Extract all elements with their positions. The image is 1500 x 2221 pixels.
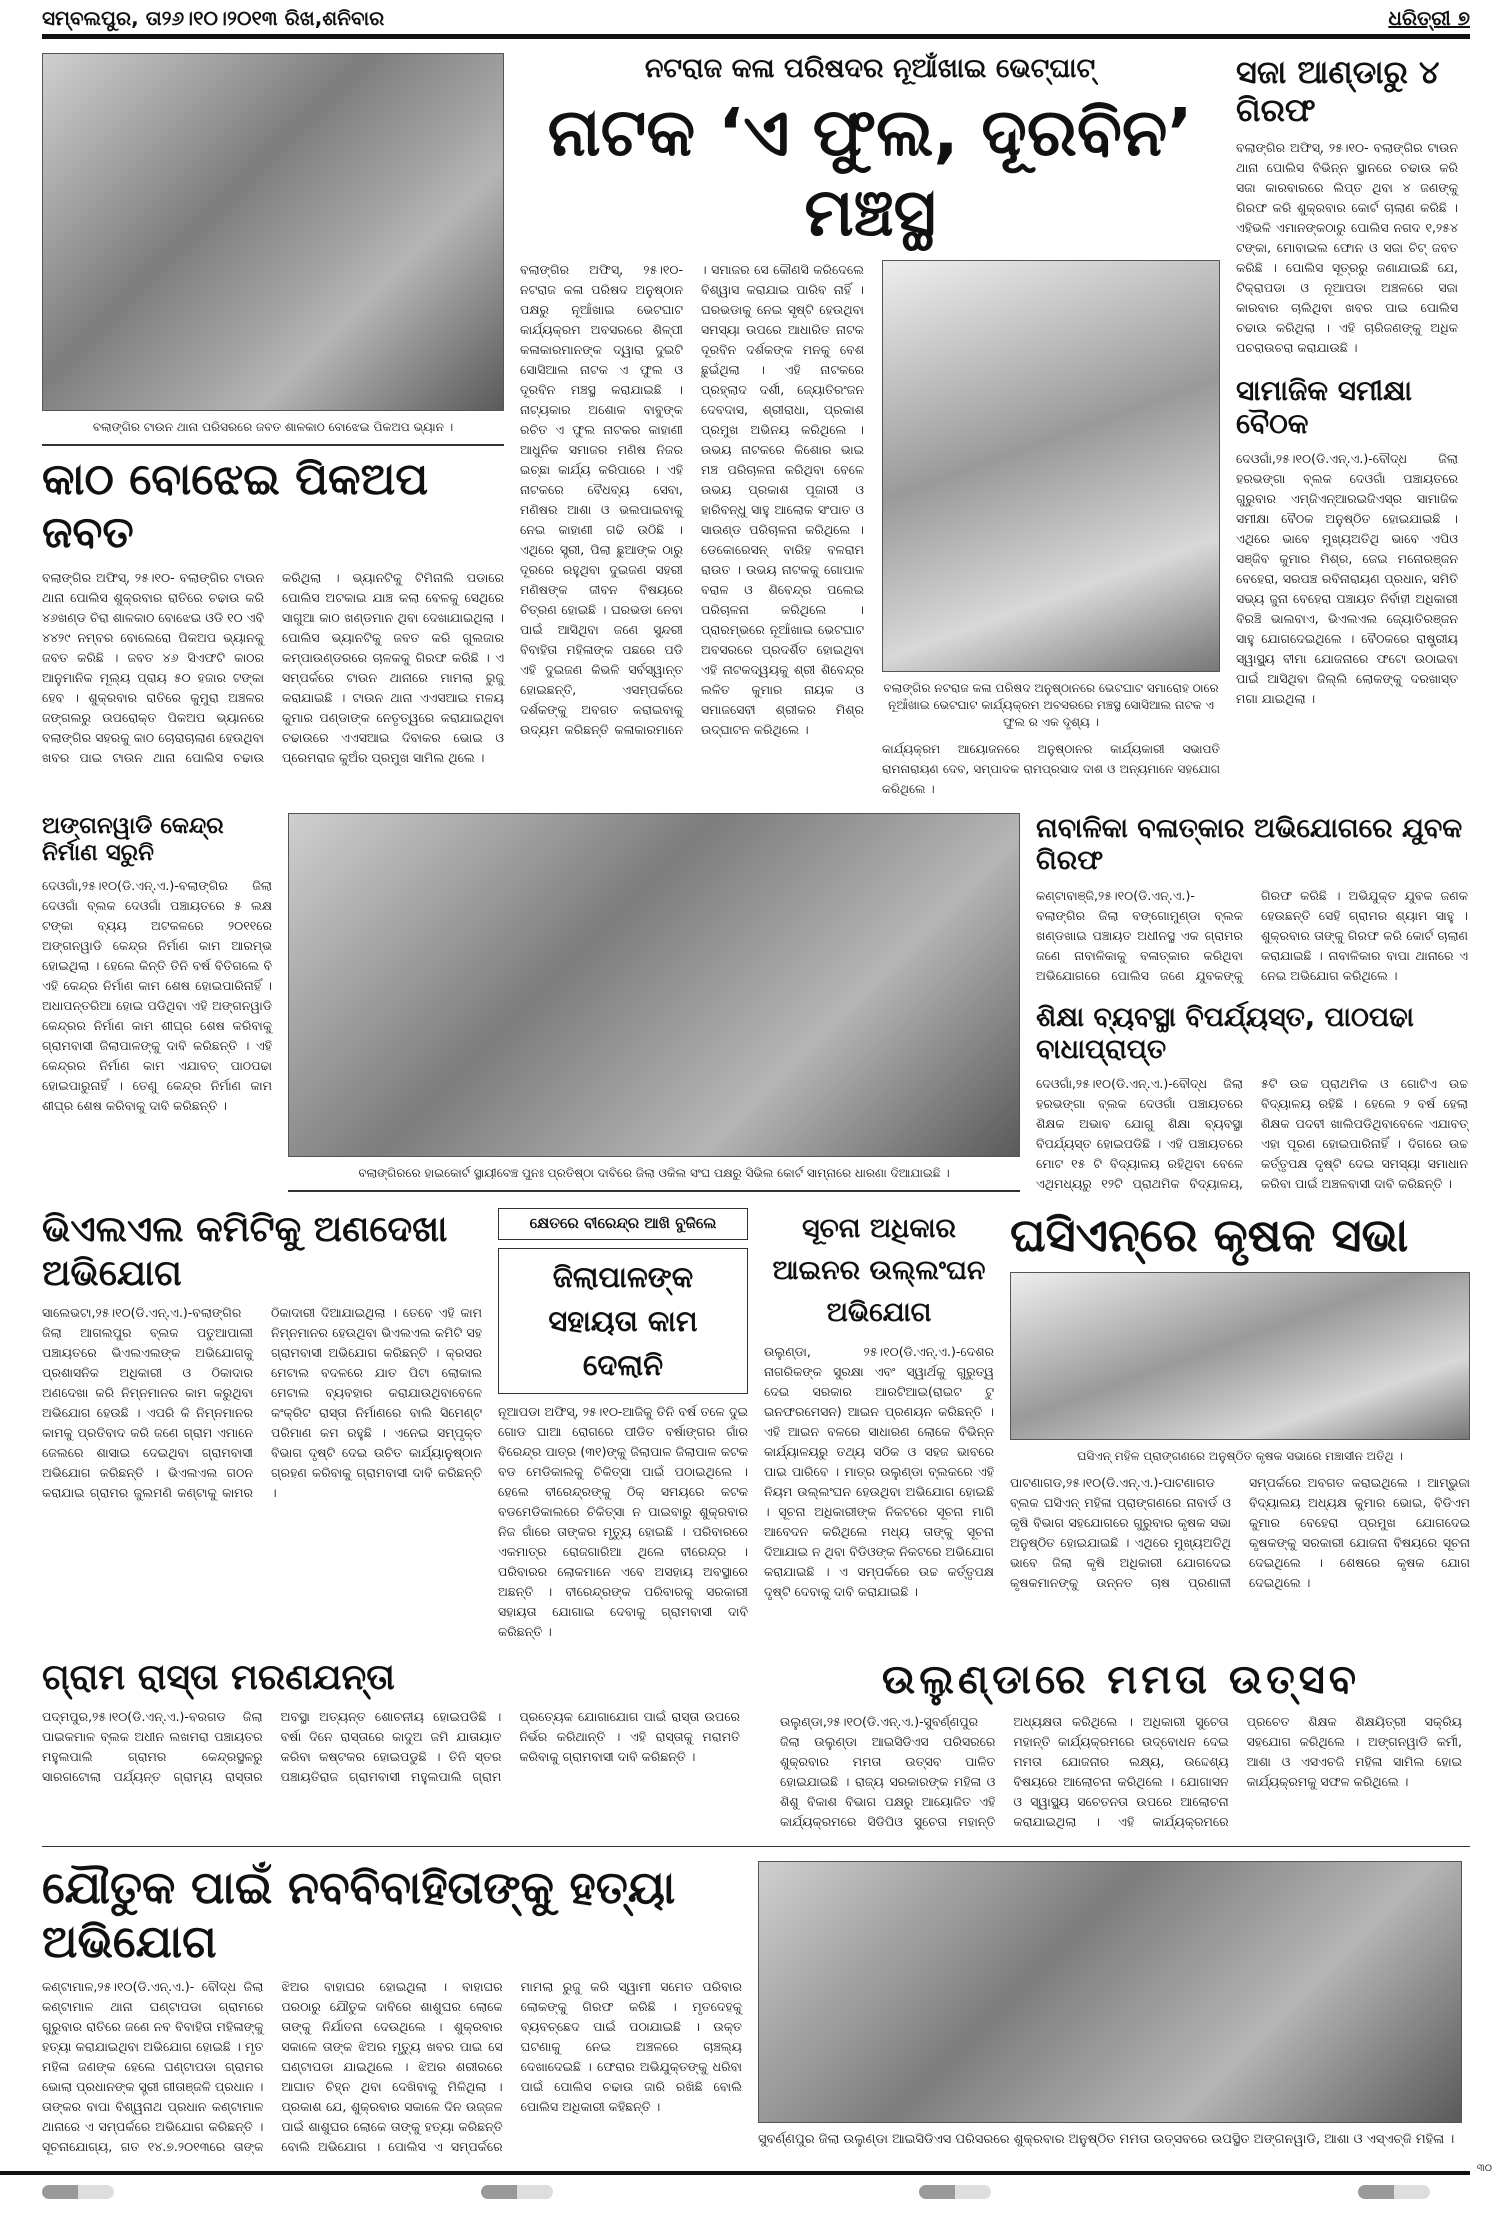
vll-article (42, 1208, 482, 1502)
header-rule (42, 34, 1470, 39)
mamata-body: ଉଲୁଣ୍ଡା,୨୫।୧୦(ଡି.ଏନ୍.ଏ.)-ସୁବର୍ଣ୍ଣପୁର ଜିଲା ଉଲୁଣ୍ଡା ଆଇସିଡିଏସ ପରିସରରେ ଶୁକ୍ରବାର ମମତା ଉତ୍ସବ ପାଳିତ ହୋଇଯାଇଛି । ରାଜ୍ୟ ସରକାରଙ୍କ ମହିଳା ଓ ଶିଶୁ ବିକାଶ ବିଭାଗ ପକ୍ଷରୁ ଆୟୋଜିତ ଏହି କାର୍ଯ୍ୟକ୍ରମରେ ସିଡିପିଓ ସୁଚେତା ମହାନ୍ତି ଅଧ୍ୟକ୍ଷତା କରିଥିଲେ । ଅଧିକାରୀ ସୁଚେତା ମହାନ୍ତି କାର୍ଯ୍ୟକ୍ରମରେ ଉଦ୍‌ବୋଧନ ଦେଇ ମମତା ଯୋଜନାର ଲକ୍ଷ୍ୟ, ଉଦ୍ଦେଶ୍ୟ ବିଷୟରେ ଆଲୋଚନା କରିଥିଲେ । ଯୋଗାସନ ଓ ସ୍ୱାସ୍ଥ୍ୟ ସଚେତନତା ଉପରେ ଆଲୋଚନା କରାଯାଇଥିଲା । ଏହି କାର୍ଯ୍ୟକ୍ରମରେ ପ୍ରଚେତ ଶିକ୍ଷକ ଶିକ୍ଷୟିତ୍ରୀ ସକ୍ରିୟ ସହଯୋଗ କରିଥିଲେ । ଅଙ୍ଗନୱାଡି କର୍ମୀ, ଆଶା ଓ ଏସଏଚଜି ମହିଳା ସାମିଲ ହୋଇ କାର୍ଯ୍ୟକ୍ରମକୁ ସଫଳ କରିଥିଲେ । (780, 1713, 1462, 1829)
row-5 (42, 1861, 1470, 2157)
footer-mark: ୩୦ (1476, 2162, 1492, 2174)
footer (42, 2162, 1492, 2207)
road-article (42, 1656, 740, 1787)
drama-headline: ନାଟକ ‘ଏ ଫୁଲ, ଦୂରବିନ’ ମଞ୍ଚସ୍ଥ (547, 94, 1193, 251)
farmers-headline: ଘସିଏନ୍‌ରେ କୃଷକ ସଭା (1010, 1208, 1409, 1263)
farmers-caption: ଘସିଏନ୍ ମହିଳ ପ୍ରାଙ୍ଗଣରେ ଅନୁଷ୍ଠିତ କୃଷକ ସଭାରେ ମଞ୍ଚାସୀନ ଅତିଥି । (1077, 1448, 1403, 1463)
arrest4-headline: ସଜା ଆଣ୍ଡାରୁ ୪ ଗିରଫ (1236, 53, 1440, 130)
footer-tab (481, 2185, 553, 2199)
right-column-1 (1236, 53, 1458, 709)
divider (288, 1190, 1020, 1192)
dowry-body: କଣ୍ଟାମାଳ,୨୫।୧୦(ଡି.ଏନ୍.ଏ.)- ବୌଦ୍ଧ ଜିଲା କଣ୍ଟାମାଳ ଥାନା ଘଣ୍ଟାପଡା ଗ୍ରାମରେ ଗୁରୁବାର ରାତିରେ ଜଣେ ନବ ବିବାହିତା ମହିଳାଙ୍କୁ ହତ୍ୟା କରାଯାଇଥିବା ଅଭିଯୋଗ ହୋଇଛି । ମୃତ ମହିଳା ଜଣଙ୍କ ହେଲେ ଘଣ୍ଟାପଡା ଗ୍ରାମର ଭୋଲା ପ୍ରଧାନଙ୍କ ସ୍ତ୍ରୀ ଗୀତାଞ୍ଜଳି ପ୍ରଧାନ । ତାଙ୍କର ବାପା ବିଶ୍ୱନାଥ ପ୍ରଧାନ କଣ୍ଟାମାଳ ଥାନାରେ ଏ ସମ୍ପର୍କରେ ଅଭିଯୋଗ କରିଛନ୍ତି । ସୂଚନାଯୋଗ୍ୟ, ଗତ ୧୪.୭.୨୦୧୩ରେ ତାଙ୍କ ଝିଅର ବାହାଘର ହୋଇଥିଲା । ବାହାଘର ପରଠାରୁ ଯୌତୁକ ଦାବିରେ ଶାଶୁଘର ଲୋକେ ତାଙ୍କୁ ନିର୍ଯାତନା ଦେଉଥିଲେ । ଶୁକ୍ରବାର ସକାଳେ ତାଙ୍କ ଝିଅର ମୃତ୍ୟୁ ଖବର ପାଇ ସେ ଘଣ୍ଟାପଡା ଯାଇଥିଲେ । ଝିଅର ଶରୀରରେ ଆଘାତ ଚିହ୍ନ ଥିବା ଦେଖିବାକୁ ମିଳିଥିଲା । ପ୍ରକାଶ ଯେ, ଶୁକ୍ରବାର ସକାଳେ ଦିନ ଉଜ୍ଜଳ ପାଇଁ ଶାଶୁଘର ଲୋକେ ତାଙ୍କୁ ହତ୍ୟା କରିଛନ୍ତି ବୋଲି ଅଭିଯୋଗ । ପୋଲିସ ଏ ସମ୍ପର୍କରେ ମାମଲା ରୁଜୁ କରି ସ୍ୱାମୀ ସମେତ ପରିବାର ଲୋକଙ୍କୁ ଗିରଫ କରିଛି । ମୃତଦେହକୁ ବ୍ୟବଚ୍ଛେଦ ପାଇଁ ପଠାଯାଇଛି । ଉକ୍ତ ଘଟଣାକୁ ନେଇ ଅଞ୍ଚଳରେ ଚାଞ୍ଚଲ୍ୟ ଦେଖାଦେଇଛି । ଫେରାର ଅଭିଯୁକ୍ତଙ୍କୁ ଧରିବା ପାଇଁ ପୋଲିସ ଚଢାଉ ଜାରି ରଖିଛି ବୋଲି ପୋଲିସ ଅଧିକାରୀ କହିଛନ୍ତି । (42, 1978, 742, 2154)
drama-content (520, 260, 1220, 799)
anganwadi-article (42, 813, 272, 1116)
collector-kicker: କ୍ଷେତରେ ବୀରେନ୍ଦ୍ର ଆଖି ବୁଜିଲେ (498, 1208, 748, 1240)
dowry-article (42, 1861, 742, 2157)
arrest4-body: ବଲାଙ୍ଗିର ଅଫିସ୍, ୨୫।୧୦- ବଲାଙ୍ଗିର ଟାଉନ ଥାନା ପୋଲିସ ବିଭିନ୍ନ ସ୍ଥାନରେ ଚଢାଉ କରି ସଜା କାରବାରରେ ଲିପ୍ତ ଥିବା ୪ ଜଣଙ୍କୁ ଗିରଫ କରି ଶୁକ୍ରବାର କୋର୍ଟ ଚାଲାଣ କରିଛି । ଏହିଭଳି ଏମାନଙ୍କଠାରୁ ପୋଲିସ ନଗଦ ୧,୨୫୪ ଟଙ୍କା, ମୋବାଇଲ ଫୋନ ଓ ସଜା ଚିଟ୍ ଜବତ କରିଛି । ପୋଲିସ ସୂତ୍ରରୁ ଜଣାଯାଇଛି ଯେ, ଟିକ୍ରାପଡା ଓ ନୂଆପଡା ଅଞ୍ଚଳରେ ସଜା କାରବାର ଚାଲିଥିବା ଖବର ପାଇ ପୋଲିସ ଚଢାଉ କରିଥିଲା । ଏହି ଚାରିଜଣଙ୍କୁ ଅଧିକ ପଚରାଉଚରା କରାଯାଉଛି । (1236, 139, 1458, 355)
row-2 (42, 813, 1470, 1195)
road-headline: ଗ୍ରାମ ରାସ୍ତା ମରଣଯନ୍ତା (42, 1656, 395, 1698)
mamata-headline: ଉଲୁଣ୍ଡାରେ ମମତା ଉତ୍ସବ (881, 1656, 1361, 1703)
mamata-article (780, 1656, 1462, 1832)
footer-tab (42, 2185, 114, 2199)
dowry-headline: ଯୌତୁକ ପାଇଁ ନବବିବାହିତାଙ୍କୁ ହତ୍ୟା ଅଭିଯୋଗ (42, 1860, 676, 1968)
row-3 (42, 1208, 1470, 1642)
road-body: ପଦ୍ମପୁର,୨୫।୧୦(ଡି.ଏନ୍.ଏ.)-ବରଗଡ ଜିଲା ପାଇକମାଳ ବ୍ଲକ ଅଧୀନ ଲଖମରା ପଞ୍ଚାୟତର ମହୁଲପାଲି ଗ୍ରାମର କେନ୍ଦ୍ରସ୍ଥଳରୁ ସାରଗଟୋଲା ପର୍ଯ୍ୟନ୍ତ ଗ୍ରାମ୍ୟ ରାସ୍ତାର ଅବସ୍ଥା ଅତ୍ୟନ୍ତ ଶୋଚନୀୟ ହୋଇପଡିଛି । ବର୍ଷା ଦିନେ ରାସ୍ତାରେ କାଦୁଅ ଜମି ଯାତାୟାତ କରିବା କଷ୍ଟକର ହୋଇପଡୁଛି । ତିନି ସ୍ତର ପଞ୍ଚାୟତିରାଜ ଗ୍ରାମବାସୀ ମହୁଲପାଲି ଗ୍ରାମ ପ୍ରତ୍ୟେକ ଯୋଗାଯୋଗ ପାଇଁ ରାସ୍ତା ଉପରେ ନିର୍ଭର କରିଥାନ୍ତି । ଏହି ରାସ୍ତାକୁ ମରାମତି କରିବାକୁ ଗ୍ରାମବାସୀ ଦାବି କରିଛନ୍ତି । (42, 1709, 740, 1785)
farmers-body: ପାଟଣାଗଡ,୨୫।୧୦(ଡି.ଏନ୍.ଏ.)-ପାଟଣାଗଡ ବ୍ଲକ ଘସିଏନ୍ ମହିଳା ପ୍ରାଙ୍ଗଣରେ ନାବାର୍ଡ ଓ କୃଷି ବିଭାଗ ସହଯୋଗରେ ଗୁରୁବାର କୃଷକ ସଭା ଅନୁଷ୍ଠିତ ହୋଇଯାଇଛି । ଏଥିରେ ମୁଖ୍ୟଅତିଥି ଭାବେ ଜିଲା କୃଷି ଅଧିକାରୀ ଯୋଗଦେଇ କୃଷକମାନଙ୍କୁ ଉନ୍ନତ ଚାଷ ପ୍ରଣାଳୀ ସମ୍ପର୍କରେ ଅବଗତ କରାଇଥିଲେ । ଆମ୍ଭୁଜା ବିଦ୍ୟାଲୟ ଅଧ୍ୟକ୍ଷ କୁମାର ଭୋଇ, ବିଡିଏମ କୁମାର ବେହେରା ପ୍ରମୁଖ ଯୋଗଦେଇ କୃଷକଙ୍କୁ ସରକାରୀ ଯୋଜନା ବିଷୟରେ ସୂଚନା ଦେଇଥିଲେ । ଶେଷରେ କୃଷକ ଯୋଗ ଦେଇଥିଲେ । (1010, 1474, 1470, 1590)
pickup-headline: କାଠ ବୋଝେଇ ପିକଅପ ଜବତ (42, 454, 429, 558)
mamata-photo (758, 1861, 1462, 2123)
wood-pickup-photo (42, 53, 504, 411)
right-column-2 (1036, 813, 1468, 1195)
education-body: ଦେଓଗାଁ,୨୫।୧୦(ଡି.ଏନ୍.ଏ.)-ବୌଦ୍ଧ ଜିଲା ହରଭଙ୍ଗା ବ୍ଲକ ଦେଓଗାଁ ପଞ୍ଚାୟତରେ ଶିକ୍ଷକ ଅଭାବ ଯୋଗୁ ଶିକ୍ଷା ବ୍ୟବସ୍ଥା ବିପର୍ଯ୍ୟସ୍ତ ହୋଇପଡିଛି । ଏହି ପଞ୍ଚାୟତରେ ମୋଟ ୧୫ ଟି ବିଦ୍ୟାଳୟ ରହିଥିବା ବେଳେ ଏଥିମଧ୍ୟରୁ ୧୨ଟି ପ୍ରାଥମିକ ବିଦ୍ୟାଳୟ, ୫ଟି ଉଚ୍ଚ ପ୍ରାଥମିକ ଓ ଗୋଟିଏ ଉଚ୍ଚ ବିଦ୍ୟାଳୟ ରହିଛି । ହେଲେ ୨ ବର୍ଷ ହେଲା ଶିକ୍ଷକ ପଦବୀ ଖାଲିପଡିଥିବାବେଳେ ଏଯାବତ୍ ଏହା ପୂରଣ ହୋଇପାରିନାହିଁ । ଦିଗରେ ଉଚ୍ଚ କର୍ତ୍ତୃପକ୍ଷ ଦୃଷ୍ଟି ଦେଇ ସମସ୍ୟା ସମାଧାନ କରିବା ପାଇଁ ଅଞ୍ଚଳବାସୀ ଦାବି କରିଛନ୍ତି । (1036, 1076, 1468, 1192)
mamata-photo-block (758, 1861, 1462, 2148)
rti-headline: ସୂଚନା ଅଧିକାର ଆଇନର ଉଲ୍ଲଂଘନ ଅଭିଯୋଗ (772, 1213, 986, 1329)
divider (42, 1846, 1470, 1847)
samiksha-body: ଦେଓଗାଁ,୨୫।୧୦(ଡି.ଏନ୍.ଏ.)-ବୌଦ୍ଧ ଜିଲା ହରଭଙ୍ଗା ବ୍ଲକ ଦେଓଗାଁ ପଞ୍ଚାୟତରେ ଗୁରୁବାର ଏମ୍‌ଜିଏନ୍‌ଆରଇଜିଏସ୍‌ର ସାମାଜିକ ସମୀକ୍ଷା ବୈଠକ ଅନୁଷ୍ଠିତ ହୋଇଯାଇଛି । ଏଥିରେ ଭାବେ ମୁଖ୍ୟଅତିଥି ଭାବେ ଏପିଓ ସଞ୍ଜିବ କୁମାର ମିଶ୍ର, ଜେଇ ମନୋରଞ୍ଜନ ବେହେରା, ସରପଞ୍ଚ ରବିନାରାୟଣ ପ୍ରଧାନ, ସମିତି ସଭ୍ୟ ଜୁନା ବେହେରା ପଞ୍ଚାୟତ ନିର୍ବାହୀ ଅଧିକାରୀ ବିରଞ୍ଚି ଭାଲବାଏ, ଭିଏଲଏଲ ଜ୍ୟୋତିରଞ୍ଜନ ସାହୁ ଯୋଗଦେଇଥିଲେ । ବୈଠକରେ ରାଷ୍ଟ୍ରୀୟ ସ୍ୱାସ୍ଥ୍ୟ ବୀମା ଯୋଜନାରେ ଫଟୋ ଉଠାଇବା ପାଇଁ ଆସିଥିବା ଜିଲ୍ଲି ଲୋକଙ୍କୁ ଦରଖାସ୍ତ ମଗା ଯାଇଥିଲା । (1236, 450, 1458, 706)
footer-tab (1358, 2185, 1430, 2199)
divider (42, 444, 504, 446)
vll-body: ସାଲେଭଟା,୨୫।୧୦(ଡି.ଏନ୍.ଏ.)-ବଲାଙ୍ଗିର ଜିଲା ଆଗଲପୁର ବ୍ଲକ ପତୁଆପାଲୀ ପଞ୍ଚାୟତରେ ଭିଏଲଏଲଙ୍କ ଅଭିଯୋଗକୁ ପ୍ରଶାସନିକ ଅଧିକାରୀ ଓ ଠିକାଦାର ଅଣଦେଖା କରି ନିମ୍ନମାନର କାମ କରୁଥିବା ଅଭିଯୋଗ ହେଉଛି । ଏପରି କି ନିମ୍ନମାନର କାମକୁ ପ୍ରତିବାଦ କରି ଜଣେ ଗ୍ରାମ ଏମାନେ ଜେଲରେ ଶାସାଇ ଦେଇଥିବା ଗ୍ରାମବାସୀ ଅଭିଯୋଗ କରିଛନ୍ତି । ଭିଏଲଏଲ ଗଠନ କରାଯାଇ ଗ୍ରାମର ଜୁଲମଣି କଣ୍ଟାକୁ କାମର ଠିକାଦାରୀ ଦିଆଯାଇଥିଲା । ତେବେ ଏହି କାମ ନିମ୍ନମାନର ହେଉଥିବା ଭିଏଲଏଲ କମିଟି ସହ ଗ୍ରାମବାସୀ ଅଭିଯୋଗ କରିଛନ୍ତି । କ୍ରସର ମେଟାଲ ବଦଳରେ ଯାତ ପିଟା ଲୋକାଲ ମେଟାଲ ବ୍ୟବହାର କରାଯାଉଥିବାବେଳେ କଂକ୍ରିଟ ରାସ୍ତା ନିର୍ମାଣରେ ବାଲି ସିମେଣ୍ଟ ପରିମାଣ କମ ରହୁଛି । ଏନେଇ ସମ୍ପୃକ୍ତ ବିଭାଗ ଦୃଷ୍ଟି ଦେଇ ଉଚିତ କାର୍ଯ୍ୟାନୁଷ୍ଠାନ ଗ୍ରହଣ କରିବାକୁ ଗ୍ରାମବାସୀ ଦାବି କରିଛନ୍ତି । (42, 1304, 482, 1500)
dharana-photo (288, 813, 1020, 1157)
drama-body: ବଲାଙ୍ଗିର ଅଫିସ୍, ୨୫।୧୦- ନଟରାଜ କଳା ପରିଷଦ ଅନୁଷ୍ଠାନ ପକ୍ଷରୁ ନୂଆଁଖାଇ ଭେଟଘାଟ କାର୍ଯ୍ୟକ୍ରମ ଅବସରରେ ଶିଳ୍ପୀ କଳାକାରମାନଙ୍କ ଦ୍ୱାରା ଦୁଇଟି ସୋସିଆଲ ନାଟକ ଏ ଫୁଲ ଓ ଦୂରବିନ ମଞ୍ଚସ୍ଥ କରାଯାଇଛି । ନାଟ୍ୟକାର ଅଶୋକ ବାବୁଙ୍କ ରଚିତ ଏ ଫୁଲ ନାଟକର କାହାଣୀ ଆଧୁନିକ ସମାଜର ମଣିଷ ନିଜର ଇଚ୍ଛା କାର୍ଯ୍ୟ କରିପାରେ । ଏହି ନାଟକରେ ବୈଧବ୍ୟ ସେବା, ମଣିଷର ଆଶା ଓ ଭଲପାଇବାକୁ ନେଇ କାହାଣୀ ଗଢି ଉଠିଛି । ଏଥିରେ ସ୍ତ୍ରୀ, ପିଲା ଛୁଆଙ୍କ ଠାରୁ ଦୂରରେ ରହୁଥିବା ଦୁଇଜଣ ସହରୀ ମଣିଷଙ୍କ ଜୀବନ ବିଷୟରେ ଚିତ୍ରଣ ହୋଇଛି । ଘରଭଡା ନେବା ପାଇଁ ଆସିଥିବା ଜଣେ ସୁନ୍ଦରୀ ବିବାହିତା ମହିଳାଙ୍କ ପଛରେ ପଡି ଏହି ଦୁଇଜଣ କିଭଳି ସର୍ବସ୍ୱାନ୍ତ ହୋଇଛନ୍ତି, ଏସମ୍ପର୍କରେ ଦର୍ଶକଙ୍କୁ ଅବଗତ କରାଇବାକୁ ଉଦ୍ୟମ କରିଛନ୍ତି କଳାକାରମାନେ । ସମାଜର ସେ କୌଣସି କରିଦେଲେ ବିଶ୍ୱାସ କରାଯାଇ ପାରିବ ନାହିଁ । ଘରଭଡାକୁ ନେଇ ସୃଷ୍ଟି ହେଉଥିବା ସମସ୍ୟା ଉପରେ ଆଧାରିତ ନାଟକ ଦୂରବିନ ଦର୍ଶକଙ୍କ ମନକୁ ବେଶ ଛୁଇଁଥିଲା । ଏହି ନାଟକରେ ପ୍ରହ୍ଲାଦ ଦର୍ଶୀ, ଜ୍ୟୋତିରଂଜନ ଦେବଦାସ, ଶ୍ରୀରାଧା, ପ୍ରକାଶ ପ୍ରମୁଖ ଅଭିନୟ କରିଥିଲେ । ଉଭୟ ନାଟକରେ କିଶୋର ଭାଇ ମଞ୍ଚ ପରିଚାଳନା କରିଥିବା ବେଳେ ଉଭୟ ପ୍ରକାଶ ପୂଜାରୀ ଓ ହାରିବନ୍ଧୁ ସାହୁ ଆଲୋକ ସଂପାତ ଓ ସାଉଣ୍ଡ ପରିଚାଳନା କରିଥିଲେ । ଡେକୋରେସନ୍ ବାରିହ ବଳରାମ ରାଉତ । ଉଭୟ ନାଟକକୁ ଗୋପାଳ ବରାଳ ଓ ଶିବେନ୍ଦ୍ର ପଲେଇ ପରିଚାଳନା କରିଥିଲେ । ପ୍ରାରମ୍ଭରେ ନୂଆଁଖାଇ ଭେଟଘାଟ ଅବସରରେ ପ୍ରଦର୍ଶିତ ହୋଇଥିବା ଏହି ନାଟକଦ୍ୱୟକୁ ଶ୍ରୀ ଶିବେନ୍ଦ୍ର ଲଳିତ କୁମାର ନାୟକ ଓ ସମାଜସେବୀ ଶ୍ରୀକର ମିଶ୍ର ଉଦ୍‌ଘାଟନ କରିଥିଲେ । (520, 261, 864, 737)
drama-photo (882, 260, 1220, 672)
dharana-caption: ବଲାଙ୍ଗିରରେ ହାଇକୋର୍ଟ ସ୍ଥାୟୀବେଞ୍ଚ ପୁନଃ ପ୍ରତିଷ୍ଠା ଦାବିରେ ଜିଲା ଓକିଲ ସଂଘ ପକ୍ଷରୁ ସିଭିଲ କୋର୍ଟ ସାମ୍ନାରେ ଧାରଣା ଦିଆଯାଇଛି । (358, 1165, 950, 1180)
drama-photo-block (882, 260, 1220, 799)
farmers-photo (1010, 1272, 1470, 1440)
pickup-body: ବଲାଙ୍ଗିର ଅଫିସ୍, ୨୫।୧୦- ବଲାଙ୍ଗିର ଟାଉନ ଥାନା ପୋଲିସ ଶୁକ୍ରବାର ରାତିରେ ଚଢାଉ କରି ୪୬ଖଣ୍ଡ ଚିରା ଶାଳକାଠ ବୋଝେଇ ଓଡି ୧୦ ଏବି ୪୪୨୯ ନମ୍ବର ବୋଲେରୋ ପିକଅପ ଭ୍ୟାନକୁ ଜବତ କରିଛି । ଜବତ ୪୬ ସିଏଫଟି କାଠର ଆନୁମାନିକ ମୂଲ୍ୟ ପ୍ରାୟ ୫୦ ହଜାର ଟଙ୍କା ହେବ । ଶୁକ୍ରବାର ରାତିରେ କୁମୁରା ଅଞ୍ଚଳର ଜଙ୍ଗଲରୁ ଉପରୋକ୍ତ ପିକଅପ ଭ୍ୟାନରେ ବଲାଙ୍ଗିର ସହରକୁ କାଠ ଚୋରାଚାଲାଣ ହେଉଥିବା ଖବର ପାଇ ଟାଉନ ଥାନା ପୋଲିସ ଚଢାଉ କରିଥିଲା । ଭ୍ୟାନଟିକୁ ଟିମିନାଲି ପଡାରେ ପୋଲିସ ଅଟକାଇ ଯାଞ୍ଚ କଲା ବେଳକୁ ସେଥିରେ ସାଗୁଆ କାଠ ଖଣ୍ଡମାନ ଥିବା ଦେଖାଯାଇଥିଲା । ପୋଲିସ ଭ୍ୟାନଟିକୁ ଜବତ କରି ଗୁଲଜାର କମ୍ପାଉଣ୍ଡରରେ ଚାଳକକୁ ଗିରଫ କରିଛି । ଏ ସମ୍ପର୍କରେ ଟାଉନ ଥାନାରେ ମାମଲା ରୁଜୁ କରାଯାଇଛି । ଟାଉନ ଥାନା ଏଏସଆଇ ମଳୟ କୁମାର ପଣ୍ଡାଙ୍କ ନେତୃତ୍ୱରେ କରାଯାଇଥିବା ଚଢାଉରେ ଏଏସଆଇ ଦିବାକର ଭୋଇ ଓ ପ୍ରେମରାଜ କୁଅଁର ପ୍ରମୁଖ ସାମିଲ ଥିଲେ । (42, 569, 504, 765)
collector-headline: ଜିଲାପାଳଙ୍କ ସହାୟତା କାମ ଦେଲାନି (498, 1248, 748, 1394)
drama-kicker: ନଟରାଜ କଳା ପରିଷଦର ନୂଆଁଖାଇ ଭେଟ୍‌ଘାଟ୍ (644, 53, 1096, 84)
rti-body: ଉଲୁଣ୍ଡା, ୨୫।୧୦(ଡି.ଏନ୍.ଏ.)-ଦେଶର ନାଗରିକଙ୍କ ସୁରକ୍ଷା ଏବଂ ସ୍ୱାର୍ଥକୁ ଗୁରୁତ୍ୱ ଦେଇ ସରକାର ଆରଟିଆଇ(ରାଇଟ ଟୁ ଇନଫରମେସନ) ଆଇନ ପ୍ରଣୟନ କରିଛନ୍ତି । ଏହି ଆଇନ ବଳରେ ସାଧାରଣ ଲୋକେ ବିଭିନ୍ନ କାର୍ଯ୍ୟାଳୟରୁ ତଥ୍ୟ ସଠିକ ଓ ସହଜ ଭାବରେ ପାଇ ପାରିବେ । ମାତ୍ର ଉଲୁଣ୍ଡା ବ୍ଲକରେ ଏହି ନିୟମ ଉଲ୍ଲଂଘନ ହେଉଥିବା ଅଭିଯୋଗ ହୋଇଛି । ସୂଚନା ଅଧିକାରୀଙ୍କ ନିକଟରେ ସୂଚନା ମାଗି ଆବେଦନ କରିଥିଲେ ମଧ୍ୟ ତାଙ୍କୁ ସୂଚନା ଦିଆଯାଇ ନ ଥିବା ବିଡିଓଙ୍କ ନିକଟରେ ଅଭିଯୋଗ କରାଯାଇଛି । ଏ ସମ୍ପର୍କରେ ଉଚ୍ଚ କର୍ତ୍ତୃପକ୍ଷ ଦୃଷ୍ଟି ଦେବାକୁ ଦାବି କରାଯାଇଛି । (764, 1344, 995, 1600)
row-1 (42, 53, 1470, 799)
anganwadi-body: ଦେଓଗାଁ,୨୫।୧୦(ଡି.ଏନ୍.ଏ.)-ବଲାଙ୍ଗିର ଜିଲା ଦେଓଗାଁ ବ୍ଲକ ଦେଓଗାଁ ପଞ୍ଚାୟତରେ ୫ ଲକ୍ଷ ଟଙ୍କା ବ୍ୟୟ ଅଟକଳରେ ୨୦୧୧ରେ ଅଙ୍ଗନୱାଡି କେନ୍ଦ୍ର ନିର୍ମାଣ କାମ ଆରମ୍ଭ ହୋଇଥିଲା । ହେଲେ କିନ୍ତି ତିନି ବର୍ଷ ବିତିଗଲେ ବି ଏହି କେନ୍ଦ୍ର ନିର୍ମାଣ କାମ ଶେଷ ହୋଇପାରିନାହିଁ । ଅଧାପନ୍ତରିଆ ହୋଇ ପଡିଥିବା ଏହି ଅଙ୍ଗନୱାଡି କେନ୍ଦ୍ରର ନିର୍ମାଣ କାମ ଶୀଘ୍ର ଶେଷ କରିବାକୁ ଗ୍ରାମବାସୀ ଜିଲାପାଳଙ୍କୁ ଦାବି କରିଛନ୍ତି । ଏହି କେନ୍ଦ୍ରର ନିର୍ମାଣ କାମ ଏଯାବତ୍ ପାଠପଢା ହୋଇପାରୁନାହିଁ । ତେଣୁ କେନ୍ଦ୍ର ନିର୍ମାଣ କାମ ଶୀଘ୍ର ଶେଷ କରିବାକୁ ଦାବି କରିଛନ୍ତି । (42, 877, 272, 1113)
row-4 (42, 1656, 1470, 1832)
samiksha-headline: ସାମାଜିକ ସମୀକ୍ଷା ବୈଠକ (1236, 373, 1413, 441)
mamata-caption: ସୁବର୍ଣ୍ଣପୁର ଜିଲା ଉଲୁଣ୍ଡା ଆଇସିଡିଏସ ପରିସରରେ ଶୁକ୍ରବାର ଅନୁଷ୍ଠିତ ମମତା ଉତ୍ସବରେ ଉପସ୍ଥିତ ଅଙ୍ଗନୱାଡି, ଆଶା ଓ ଏସ୍‌ଏଚ୍‌ଜି ମହିଳା । (758, 2131, 1455, 2147)
anganwadi-headline: ଅଙ୍ଗନୱାଡି କେନ୍ଦ୍ର ନିର୍ମାଣ ସରୁନି (42, 812, 224, 867)
rti-article (764, 1208, 994, 1602)
footer-tab (919, 2185, 991, 2199)
collector-body: ନୂଆପଡା ଅଫିସ୍, ୨୫।୧୦-ଆଜିକୁ ତିନି ବର୍ଷ ତଳେ ଦୁଇ ଗୋଡ ଘାଆ ରୋଗରେ ପୀଡିତ ବର୍ଷାଙ୍ଗର ଗାଁର ବିରେନ୍ଦ୍ର ପାତ୍ର (୩୧)ଙ୍କୁ ଜିଲାପାଳ ଜିଲାପାଳ କଟକ ବଡ ମେଡିକାଲକୁ ଚିକିତ୍ସା ପାଇଁ ପଠାଇଥିଲେ । ହେଲେ ବୀରେନ୍ଦ୍ରଙ୍କୁ ଠିକ୍ ସମୟରେ କଟକ ବଡମେଡିକାଲରେ ଚିକିତ୍ସା ନ ପାଇବାରୁ ଶୁକ୍ରବାର ନିଜ ଗାଁରେ ତାଙ୍କର ମୃତ୍ୟୁ ହୋଇଛି । ପରିବାରରେ ଏକମାତ୍ର ରୋଜଗାରିଆ ଥିଲେ ବୀରେନ୍ଦ୍ର । ପରିବାରର ଲୋକମାନେ ଏବେ ଅସହାୟ ଅବସ୍ଥାରେ ଅଛନ୍ତି । ବୀରେନ୍ଦ୍ରଙ୍କ ପରିବାରକୁ ସରକାରୀ ସହାୟତା ଯୋଗାଇ ଦେବାକୁ ଗ୍ରାମବାସୀ ଦାବି କରିଛନ୍ତି । (498, 1403, 748, 1639)
page-label: ଧରିତ୍ରୀ ୭ (1388, 6, 1470, 30)
education-headline: ଶିକ୍ଷା ବ୍ୟବସ୍ଥା ବିପର୍ଯ୍ୟସ୍ତ, ପାଠପଢା ବାଧାପ୍ରାପ୍ତ (1036, 1001, 1414, 1065)
dharana-photo-block (288, 813, 1020, 1192)
masthead (42, 0, 1470, 34)
vll-headline: ଭିଏଲଏଲ କମିଟିକୁ ଅଣଦେଖା ଅଭିଯୋଗ (42, 1209, 448, 1294)
drama-article (520, 53, 1220, 799)
footer-rule (0, 2171, 1470, 2175)
wood-pickup-caption: ବଲାଙ୍ଗିର ଟାଉନ ଥାନା ପରିସରରେ ଜବତ ଶାଳକାଠ ବୋଝେଇ ପିକଅପ ଭ୍ୟାନ । (92, 420, 454, 434)
pickup-article (42, 53, 504, 768)
drama-caption: ବଲାଙ୍ଗିର ନଟରାଜ କଳା ପରିଷଦ ଅନୁଷ୍ଠାନରେ ଭେଟଘାଟ ସମାରୋହ ଠାରେ ନୂଆଁଖାଇ ଭେଟଘାଟ କାର୍ଯ୍ୟକ୍ରମ ଅବସରରେ ମଞ୍ଚସ୍ଥ ସୋସିଆଲ ନାଟକ ଏ ଫୁଲ ର ଏକ ଦୃଶ୍ୟ । (883, 680, 1219, 729)
drama-tail: କାର୍ଯ୍ୟକ୍ରମ ଆୟୋଜନରେ ଅନୁଷ୍ଠାନର କାର୍ଯ୍ୟକାରୀ ସଭାପତି ରାମନାରାୟଣ ଦେବ, ସମ୍ପାଦକ ରାମପ୍ରସାଦ ଦାଶ ଓ ଅନ୍ୟମାନେ ସହଯୋଗ କରିଥିଲେ । (882, 741, 1220, 796)
footer-tabs (42, 2185, 1470, 2199)
collector-article (498, 1208, 748, 1642)
minor-headline: ନାବାଳିକା ବଳାତ୍କାର ଅଭିଯୋଗରେ ଯୁବକ ଗିରଫ (1036, 812, 1463, 877)
date-line: ସମ୍ବଲପୁର, ତା୨୬।୧୦।୨୦୧୩ ରିଖ,ଶନିବାର (42, 6, 385, 30)
minor-body: କଣ୍ଟାବାଞ୍ଜି,୨୫।୧୦(ଡି.ଏନ୍.ଏ.)-ବଲାଙ୍ଗିର ଜିଲା ବଙ୍ଗୋମୁଣ୍ଡା ବ୍ଲକ ଖଣ୍ଡଖାଇ ପଞ୍ଚାୟତ ଅଧୀନସ୍ଥ ଏକ ଗ୍ରାମର ଜଣେ ନାବାଳିକାକୁ ବଳାତ୍କାର କରିଥିବା ଅଭିଯୋଗରେ ପୋଲିସ ଜଣେ ଯୁବକଙ୍କୁ ଗିରଫ କରିଛି । ଅଭିଯୁକ୍ତ ଯୁବକ ଜଣକ ହେଉଛନ୍ତି ସେହି ଗ୍ରାମର ଶ୍ୟାମ ସାହୁ । ଶୁକ୍ରବାର ତାଙ୍କୁ ଗିରଫ କରି କୋର୍ଟ ଚାଲାଣ କରାଯାଇଛି । ନାବାଳିକାର ବାପା ଥାନାରେ ଏ ନେଇ ଅଭିଯୋଗ କରିଥିଲେ । (1036, 887, 1468, 983)
farmers-article (1010, 1208, 1470, 1592)
